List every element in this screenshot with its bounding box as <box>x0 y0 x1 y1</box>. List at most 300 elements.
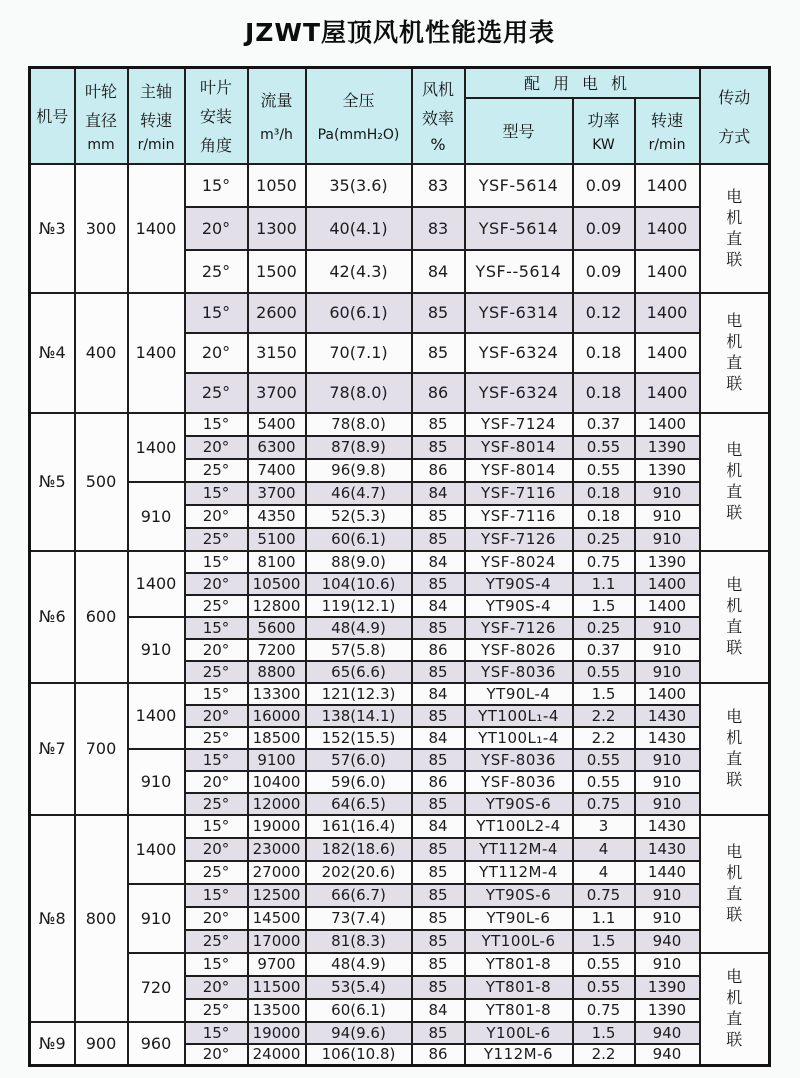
flow-cell: 23000 <box>248 838 306 861</box>
blade-angle-cell: 20° <box>185 976 248 999</box>
pressure-cell: 42(4.3) <box>306 250 412 293</box>
shaft-speed-cell: 1400 <box>128 293 185 413</box>
pressure-cell: 138(14.1) <box>306 705 412 727</box>
motor-rpm-cell: 910 <box>635 793 700 815</box>
table-row <box>30 815 770 838</box>
blade-angle-cell: 15° <box>185 683 248 705</box>
machine-no-cell: №9 <box>30 1022 75 1066</box>
pressure-cell: 60(6.1) <box>306 293 412 333</box>
motor-model-cell: YSF-7126 <box>465 528 573 551</box>
machine-no-cell: №4 <box>30 293 75 413</box>
blade-angle-cell: 25° <box>185 250 248 293</box>
shaft-speed-cell: 1400 <box>128 164 185 293</box>
blade-angle-cell: 20° <box>185 505 248 528</box>
motor-rpm-cell: 1390 <box>635 436 700 459</box>
table-row <box>30 551 770 573</box>
machine-no-cell: №8 <box>30 815 75 1022</box>
blade-angle-cell: 15° <box>185 293 248 333</box>
motor-power-cell: 0.75 <box>573 999 635 1022</box>
pressure-cell: 78(8.0) <box>306 373 412 413</box>
shaft-speed-cell: 910 <box>128 617 185 683</box>
table-row <box>30 749 770 771</box>
motor-rpm-cell: 1390 <box>635 999 700 1022</box>
diameter-cell: 400 <box>75 293 128 413</box>
motor-rpm-cell: 910 <box>635 639 700 661</box>
machine-no-cell: №3 <box>30 164 75 293</box>
pressure-cell: 46(4.7) <box>306 482 412 505</box>
pressure-cell: 87(8.9) <box>306 436 412 459</box>
pressure-cell: 57(6.0) <box>306 749 412 771</box>
motor-power-cell: 0.37 <box>573 413 635 436</box>
efficiency-cell: 86 <box>412 1044 465 1066</box>
efficiency-cell: 85 <box>412 436 465 459</box>
blade-angle-cell: 15° <box>185 482 248 505</box>
motor-power-cell: 0.09 <box>573 164 635 207</box>
motor-rpm-cell: 1430 <box>635 838 700 861</box>
pressure-cell: 59(6.0) <box>306 771 412 793</box>
col-header-motor-model: 型号 <box>465 98 573 164</box>
pressure-cell: 81(8.3) <box>306 930 412 953</box>
motor-power-cell: 0.09 <box>573 250 635 293</box>
blade-angle-cell: 25° <box>185 373 248 413</box>
motor-model-cell: YT90S-4 <box>465 573 573 595</box>
motor-model-cell: YT90S-6 <box>465 793 573 815</box>
blade-angle-cell: 20° <box>185 639 248 661</box>
efficiency-cell: 85 <box>412 907 465 930</box>
flow-cell: 10500 <box>248 573 306 595</box>
motor-rpm-cell: 1400 <box>635 250 700 293</box>
motor-model-cell: YSF-8014 <box>465 436 573 459</box>
pressure-cell: 94(9.6) <box>306 1022 412 1044</box>
efficiency-cell: 83 <box>412 164 465 207</box>
flow-cell: 10400 <box>248 771 306 793</box>
flow-cell: 12800 <box>248 595 306 617</box>
flow-cell: 1500 <box>248 250 306 293</box>
efficiency-cell: 85 <box>412 749 465 771</box>
shaft-speed-cell: 910 <box>128 749 185 815</box>
motor-rpm-cell: 940 <box>635 1044 700 1066</box>
flow-cell: 7400 <box>248 459 306 482</box>
motor-rpm-cell: 1390 <box>635 459 700 482</box>
efficiency-cell: 84 <box>412 595 465 617</box>
motor-rpm-cell: 1390 <box>635 976 700 999</box>
shaft-speed-cell: 1400 <box>128 551 185 617</box>
motor-rpm-cell: 910 <box>635 771 700 793</box>
col-header-motor-rpm: 转速 r/min <box>635 98 700 164</box>
motor-model-cell: YSF-7116 <box>465 505 573 528</box>
pressure-cell: 60(6.1) <box>306 528 412 551</box>
blade-angle-cell: 20° <box>185 573 248 595</box>
motor-rpm-cell: 1390 <box>635 551 700 573</box>
efficiency-cell: 84 <box>412 482 465 505</box>
motor-rpm-cell: 1430 <box>635 815 700 838</box>
motor-model-cell: YT90L-4 <box>465 683 573 705</box>
motor-power-cell: 0.18 <box>573 333 635 373</box>
motor-rpm-cell: 1400 <box>635 333 700 373</box>
motor-model-cell: YSF-8036 <box>465 661 573 683</box>
pressure-cell: 52(5.3) <box>306 505 412 528</box>
motor-power-cell: 4 <box>573 838 635 861</box>
pressure-cell: 152(15.5) <box>306 727 412 749</box>
blade-angle-cell: 15° <box>185 164 248 207</box>
pressure-cell: 48(4.9) <box>306 617 412 639</box>
efficiency-cell: 84 <box>412 727 465 749</box>
flow-cell: 11500 <box>248 976 306 999</box>
efficiency-cell: 84 <box>412 551 465 573</box>
flow-cell: 6300 <box>248 436 306 459</box>
col-header-motor-group: 配用电机 <box>465 68 700 98</box>
motor-power-cell: 1.5 <box>573 1022 635 1044</box>
motor-power-cell: 1.5 <box>573 595 635 617</box>
pressure-cell: 182(18.6) <box>306 838 412 861</box>
shaft-speed-cell: 720 <box>128 953 185 1022</box>
flow-cell: 1050 <box>248 164 306 207</box>
col-header-motor-power: 功率 KW <box>573 98 635 164</box>
flow-cell: 3700 <box>248 482 306 505</box>
blade-angle-cell: 15° <box>185 413 248 436</box>
motor-model-cell: YSF-8036 <box>465 771 573 793</box>
motor-model-cell: YSF-7126 <box>465 617 573 639</box>
machine-no-label: 机号 <box>36 107 69 127</box>
flow-cell: 24000 <box>248 1044 306 1066</box>
motor-model-cell: Y100L-6 <box>465 1022 573 1044</box>
pressure-cell: 35(3.6) <box>306 164 412 207</box>
flow-cell: 12500 <box>248 884 306 907</box>
transmission-cell: 电 机 直 联 <box>700 413 770 551</box>
efficiency-cell: 85 <box>412 930 465 953</box>
efficiency-cell: 85 <box>412 976 465 999</box>
flow-cell: 9700 <box>248 953 306 976</box>
efficiency-cell: 85 <box>412 793 465 815</box>
motor-model-cell: YT112M-4 <box>465 838 573 861</box>
motor-power-cell: 1.5 <box>573 683 635 705</box>
table-row <box>30 1022 770 1044</box>
motor-rpm-cell: 910 <box>635 482 700 505</box>
flow-cell: 17000 <box>248 930 306 953</box>
motor-rpm-cell: 1400 <box>635 595 700 617</box>
flow-cell: 5100 <box>248 528 306 551</box>
motor-power-cell: 1.1 <box>573 573 635 595</box>
diameter-cell: 800 <box>75 815 128 1022</box>
table-row <box>30 884 770 907</box>
performance-table <box>28 66 771 1067</box>
flow-cell: 14500 <box>248 907 306 930</box>
efficiency-cell: 84 <box>412 815 465 838</box>
motor-rpm-cell: 1400 <box>635 683 700 705</box>
pressure-cell: 65(6.6) <box>306 661 412 683</box>
motor-power-cell: 0.55 <box>573 749 635 771</box>
efficiency-cell: 86 <box>412 373 465 413</box>
col-header-flow: 流量 m³/h <box>248 68 306 164</box>
blade-angle-cell: 25° <box>185 999 248 1022</box>
table-row <box>30 482 770 505</box>
pressure-cell: 121(12.3) <box>306 683 412 705</box>
pressure-cell: 53(5.4) <box>306 976 412 999</box>
transmission-cell: 电 机 直 联 <box>700 815 770 953</box>
motor-rpm-cell: 910 <box>635 505 700 528</box>
blade-angle-cell: 20° <box>185 771 248 793</box>
motor-model-cell: YSF-5614 <box>465 164 573 207</box>
flow-cell: 5400 <box>248 413 306 436</box>
motor-model-cell: YT100L2-4 <box>465 815 573 838</box>
motor-power-cell: 2.2 <box>573 727 635 749</box>
efficiency-cell: 85 <box>412 884 465 907</box>
flow-cell: 19000 <box>248 1022 306 1044</box>
motor-model-cell: YSF-6314 <box>465 293 573 333</box>
transmission-cell: 电 机 直 联 <box>700 683 770 815</box>
flow-cell: 5600 <box>248 617 306 639</box>
blade-angle-cell: 20° <box>185 838 248 861</box>
motor-model-cell: YT100L₁-4 <box>465 705 573 727</box>
blade-angle-cell: 20° <box>185 1044 248 1066</box>
blade-angle-cell: 20° <box>185 705 248 727</box>
motor-model-cell: YSF-8036 <box>465 749 573 771</box>
blade-angle-cell: 20° <box>185 333 248 373</box>
flow-cell: 2600 <box>248 293 306 333</box>
pressure-cell: 119(12.1) <box>306 595 412 617</box>
blade-angle-cell: 20° <box>185 907 248 930</box>
motor-power-cell: 3 <box>573 815 635 838</box>
pressure-cell: 64(6.5) <box>306 793 412 815</box>
motor-model-cell: YSF-8026 <box>465 639 573 661</box>
motor-model-cell: YT90L-6 <box>465 907 573 930</box>
blade-angle-cell: 25° <box>185 528 248 551</box>
motor-power-cell: 0.55 <box>573 953 635 976</box>
efficiency-cell: 86 <box>412 771 465 793</box>
pressure-cell: 96(9.8) <box>306 459 412 482</box>
blade-angle-cell: 20° <box>185 207 248 250</box>
efficiency-cell: 85 <box>412 953 465 976</box>
blade-angle-cell: 25° <box>185 793 248 815</box>
motor-power-cell: 2.2 <box>573 1044 635 1066</box>
motor-model-cell: YT90S-4 <box>465 595 573 617</box>
motor-power-cell: 0.18 <box>573 373 635 413</box>
motor-power-cell: 0.09 <box>573 207 635 250</box>
diameter-cell: 500 <box>75 413 128 551</box>
motor-power-cell: 0.55 <box>573 771 635 793</box>
motor-model-cell: YT90S-6 <box>465 884 573 907</box>
motor-rpm-cell: 1400 <box>635 573 700 595</box>
motor-rpm-cell: 910 <box>635 884 700 907</box>
motor-rpm-cell: 1430 <box>635 727 700 749</box>
motor-power-cell: 1.5 <box>573 930 635 953</box>
motor-power-cell: 0.75 <box>573 793 635 815</box>
efficiency-cell: 85 <box>412 293 465 333</box>
motor-rpm-cell: 1400 <box>635 207 700 250</box>
blade-angle-cell: 25° <box>185 459 248 482</box>
transmission-cell: 电 机 直 联 <box>700 164 770 293</box>
table-row <box>30 683 770 705</box>
motor-rpm-cell: 940 <box>635 1022 700 1044</box>
blade-angle-cell: 15° <box>185 1022 248 1044</box>
pressure-cell: 70(7.1) <box>306 333 412 373</box>
flow-cell: 13300 <box>248 683 306 705</box>
efficiency-cell: 83 <box>412 207 465 250</box>
motor-rpm-cell: 910 <box>635 617 700 639</box>
motor-rpm-cell: 1400 <box>635 164 700 207</box>
efficiency-cell: 85 <box>412 505 465 528</box>
motor-model-cell: Y112M-6 <box>465 1044 573 1066</box>
blade-angle-cell: 25° <box>185 661 248 683</box>
pressure-cell: 78(8.0) <box>306 413 412 436</box>
motor-model-cell: YT100L-6 <box>465 930 573 953</box>
blade-angle-cell: 15° <box>185 815 248 838</box>
efficiency-cell: 85 <box>412 333 465 373</box>
motor-power-cell: 1.1 <box>573 907 635 930</box>
flow-cell: 13500 <box>248 999 306 1022</box>
diameter-cell: 700 <box>75 683 128 815</box>
motor-power-cell: 0.18 <box>573 505 635 528</box>
flow-cell: 3700 <box>248 373 306 413</box>
efficiency-cell: 85 <box>412 1022 465 1044</box>
blade-angle-cell: 25° <box>185 727 248 749</box>
motor-model-cell: YSF-6324 <box>465 333 573 373</box>
motor-power-cell: 0.18 <box>573 482 635 505</box>
motor-rpm-cell: 910 <box>635 749 700 771</box>
pressure-cell: 202(20.6) <box>306 861 412 884</box>
motor-rpm-cell: 940 <box>635 930 700 953</box>
motor-model-cell: YSF-8014 <box>465 459 573 482</box>
pressure-cell: 60(6.1) <box>306 999 412 1022</box>
flow-cell: 7200 <box>248 639 306 661</box>
blade-angle-cell: 20° <box>185 436 248 459</box>
efficiency-cell: 85 <box>412 617 465 639</box>
motor-power-cell: 0.55 <box>573 436 635 459</box>
motor-rpm-cell: 910 <box>635 661 700 683</box>
motor-rpm-cell: 1440 <box>635 861 700 884</box>
col-header-efficiency: 风机 效率 % <box>412 68 465 164</box>
motor-model-cell: YT801-8 <box>465 999 573 1022</box>
motor-rpm-cell: 1400 <box>635 293 700 333</box>
page-title: JZWT屋顶风机性能选用表 <box>244 18 556 47</box>
machine-no-cell: №7 <box>30 683 75 815</box>
blade-angle-cell: 25° <box>185 861 248 884</box>
efficiency-cell: 85 <box>412 528 465 551</box>
blade-angle-cell: 15° <box>185 551 248 573</box>
motor-model-cell: YT801-8 <box>465 976 573 999</box>
shaft-speed-cell: 960 <box>128 1022 185 1066</box>
shaft-speed-cell: 1400 <box>128 683 185 749</box>
col-header-shaft-speed: 主轴 转速 r/min <box>128 68 185 164</box>
motor-model-cell: YSF--5614 <box>465 250 573 293</box>
motor-model-cell: YSF-8024 <box>465 551 573 573</box>
col-header-blade-angle: 叶片 安装 角度 <box>185 68 248 164</box>
transmission-cell: 电 机 直 联 <box>700 953 770 1066</box>
pressure-cell: 161(16.4) <box>306 815 412 838</box>
diameter-cell: 300 <box>75 164 128 293</box>
motor-model-cell: YT100L₁-4 <box>465 727 573 749</box>
pressure-cell: 48(4.9) <box>306 953 412 976</box>
motor-power-cell: 0.75 <box>573 884 635 907</box>
flow-cell: 8100 <box>248 551 306 573</box>
efficiency-cell: 84 <box>412 683 465 705</box>
motor-rpm-cell: 910 <box>635 953 700 976</box>
motor-model-cell: YT112M-4 <box>465 861 573 884</box>
pressure-cell: 104(10.6) <box>306 573 412 595</box>
motor-power-cell: 0.55 <box>573 459 635 482</box>
table-row <box>30 164 770 207</box>
pressure-cell: 88(9.0) <box>306 551 412 573</box>
shaft-speed-cell: 1400 <box>128 815 185 884</box>
blade-angle-cell: 25° <box>185 595 248 617</box>
motor-rpm-cell: 1400 <box>635 373 700 413</box>
shaft-speed-cell: 1400 <box>128 413 185 482</box>
blade-angle-cell: 15° <box>185 749 248 771</box>
motor-rpm-cell: 910 <box>635 907 700 930</box>
blade-angle-cell: 15° <box>185 884 248 907</box>
transmission-cell: 电 机 直 联 <box>700 551 770 683</box>
motor-power-cell: 4 <box>573 861 635 884</box>
flow-cell: 9100 <box>248 749 306 771</box>
table-row <box>30 617 770 639</box>
pressure-cell: 57(5.8) <box>306 639 412 661</box>
blade-angle-cell: 15° <box>185 617 248 639</box>
transmission-cell: 电 机 直 联 <box>700 293 770 413</box>
motor-rpm-cell: 1430 <box>635 705 700 727</box>
motor-power-cell: 0.55 <box>573 976 635 999</box>
col-header-machine-no <box>30 68 75 164</box>
table-row <box>30 413 770 436</box>
motor-power-cell: 0.75 <box>573 551 635 573</box>
col-header-diameter: 叶轮 直径 mm <box>75 68 128 164</box>
efficiency-cell: 86 <box>412 459 465 482</box>
motor-rpm-cell: 910 <box>635 528 700 551</box>
blade-angle-cell: 25° <box>185 930 248 953</box>
motor-power-cell: 0.55 <box>573 661 635 683</box>
efficiency-cell: 85 <box>412 861 465 884</box>
motor-power-cell: 0.25 <box>573 617 635 639</box>
efficiency-cell: 85 <box>412 661 465 683</box>
flow-cell: 18500 <box>248 727 306 749</box>
flow-cell: 1300 <box>248 207 306 250</box>
diameter-cell: 900 <box>75 1022 128 1066</box>
motor-power-cell: 0.12 <box>573 293 635 333</box>
efficiency-cell: 85 <box>412 705 465 727</box>
pressure-cell: 66(6.7) <box>306 884 412 907</box>
machine-no-cell: №6 <box>30 551 75 683</box>
flow-cell: 12000 <box>248 793 306 815</box>
machine-no-cell: №5 <box>30 413 75 551</box>
pressure-cell: 106(10.8) <box>306 1044 412 1066</box>
motor-model-cell: YSF-6324 <box>465 373 573 413</box>
flow-cell: 27000 <box>248 861 306 884</box>
efficiency-cell: 85 <box>412 413 465 436</box>
efficiency-cell: 84 <box>412 250 465 293</box>
flow-cell: 19000 <box>248 815 306 838</box>
motor-power-cell: 2.2 <box>573 705 635 727</box>
motor-power-cell: 0.25 <box>573 528 635 551</box>
flow-cell: 3150 <box>248 333 306 373</box>
diameter-cell: 600 <box>75 551 128 683</box>
shaft-speed-cell: 910 <box>128 884 185 953</box>
motor-model-cell: YSF-7116 <box>465 482 573 505</box>
efficiency-cell: 85 <box>412 838 465 861</box>
pressure-cell: 40(4.1) <box>306 207 412 250</box>
table-header <box>30 68 770 164</box>
motor-power-cell: 0.37 <box>573 639 635 661</box>
motor-rpm-cell: 1400 <box>635 413 700 436</box>
motor-model-cell: YSF-5614 <box>465 207 573 250</box>
flow-cell: 8800 <box>248 661 306 683</box>
table-body <box>30 164 770 1066</box>
table-row <box>30 953 770 976</box>
pressure-cell: 73(7.4) <box>306 907 412 930</box>
motor-model-cell: YSF-7124 <box>465 413 573 436</box>
col-header-pressure: 全压 Pa(mmH₂O) <box>306 68 412 164</box>
efficiency-cell: 86 <box>412 639 465 661</box>
flow-cell: 4350 <box>248 505 306 528</box>
flow-cell: 16000 <box>248 705 306 727</box>
